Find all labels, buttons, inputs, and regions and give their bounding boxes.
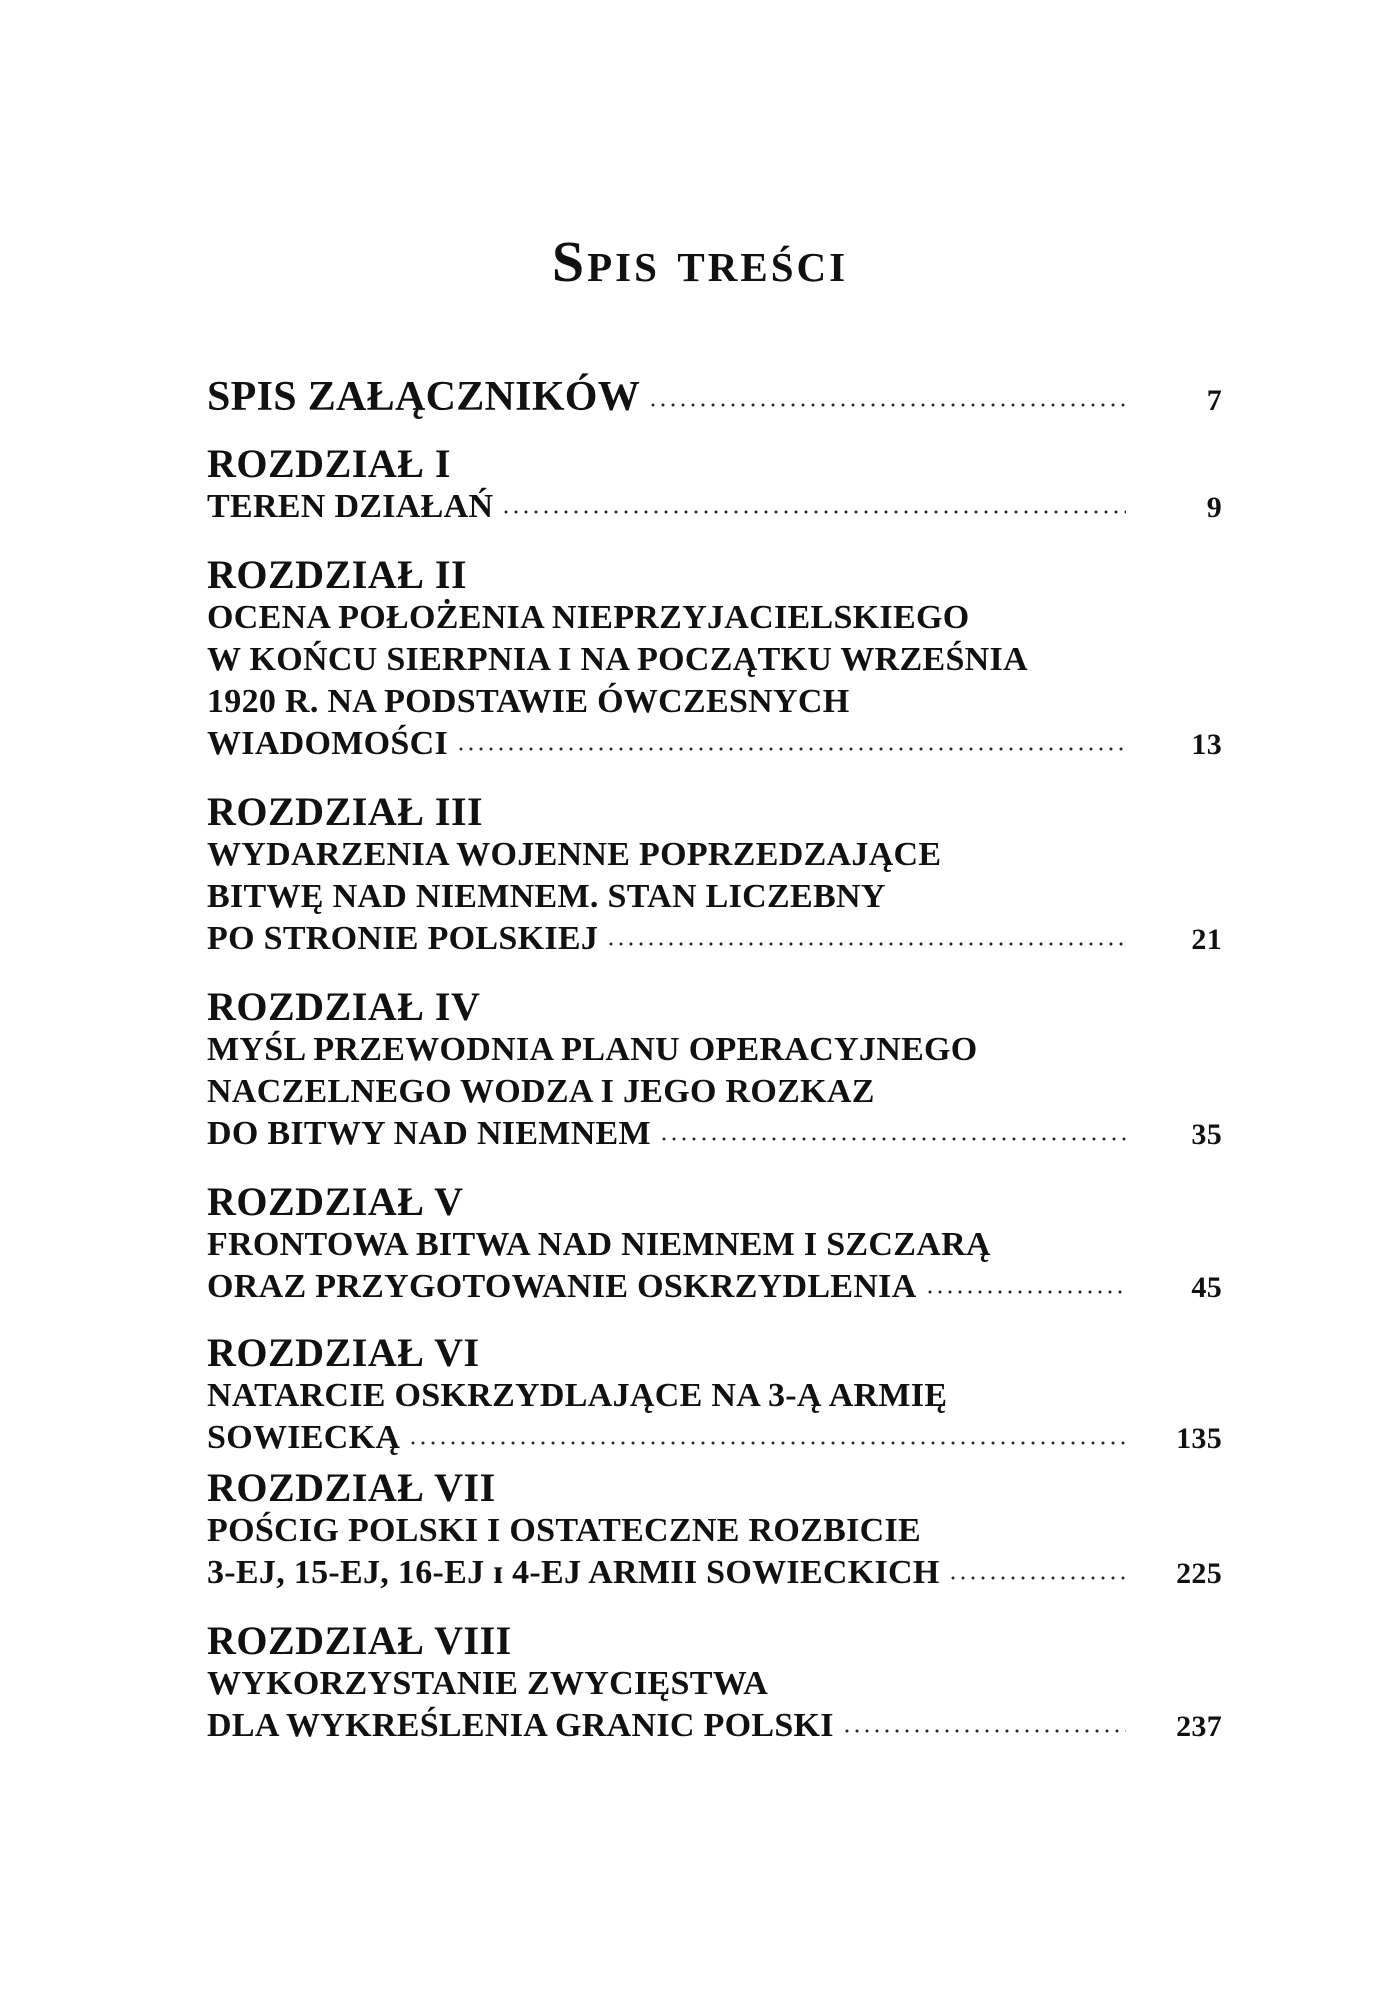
page-title: Spis treści [551, 229, 849, 294]
toc-entry-line: WYKORZYSTANIE ZWYCIĘSTWA [207, 1665, 769, 1702]
chapter-heading: ROZDZIAŁ I [207, 441, 451, 486]
page-number: 237 [1176, 1710, 1222, 1743]
dot-leader [648, 400, 1126, 410]
toc-entry-title: SPIS ZAŁĄCZNIKÓW [207, 374, 641, 420]
toc-entry-title: DLA WYKREŚLENIA GRANIC POLSKI [207, 1707, 834, 1744]
toc-entry-line: WYDARZENIA WOJENNE POPRZEDZAJĄCE [207, 836, 942, 873]
toc-entry-last-line [207, 1417, 1222, 1460]
chapter-heading: ROZDZIAŁ VI [207, 1330, 480, 1375]
chapter-heading: ROZDZIAŁ III [207, 789, 484, 834]
toc-entry-line: BITWĘ NAD NIEMNEM. STAN LICZEBNY [207, 878, 886, 915]
toc-entry-chapter-1[interactable] [207, 442, 1222, 529]
toc-entry-title: WIADOMOŚCI [207, 725, 449, 762]
toc-entry-title: TEREN DZIAŁAŃ [207, 488, 494, 525]
toc-entry-line: NATARCIE OSKRZYDLAJĄCE NA 3-Ą ARMIĘ [207, 1377, 948, 1414]
toc-entry-last-line [207, 723, 1222, 766]
toc-entry-last-line [207, 1705, 1222, 1748]
page-number: 45 [1191, 1271, 1222, 1304]
page-number: 13 [1191, 728, 1222, 761]
dot-leader [925, 1287, 1126, 1297]
toc-entry-chapter-8[interactable] [207, 1619, 1222, 1748]
toc-entry-attachments[interactable] [207, 372, 1222, 426]
chapter-heading: ROZDZIAŁ IV [207, 984, 481, 1029]
toc-entry-last-line [207, 1552, 1222, 1595]
page-number: 21 [1191, 923, 1222, 956]
toc-entry-title: ORAZ PRZYGOTOWANIE OSKRZYDLENIA [207, 1268, 917, 1305]
dot-leader [456, 744, 1126, 754]
toc-entry-line: 1920 R. NA PODSTAWIE ÓWCZESNYCH [207, 683, 850, 720]
chapter-heading: ROZDZIAŁ VII [207, 1465, 496, 1510]
dot-leader [501, 507, 1126, 517]
chapter-heading: ROZDZIAŁ VIII [207, 1618, 512, 1663]
toc-entry-last-line [207, 1266, 1222, 1309]
toc-entry-last-line [207, 1113, 1222, 1156]
toc-entry-chapter-5[interactable] [207, 1180, 1222, 1309]
toc-entry-chapter-6[interactable] [207, 1331, 1222, 1460]
page-number: 225 [1176, 1557, 1222, 1590]
page-number: 9 [1206, 491, 1222, 524]
chapter-heading: ROZDZIAŁ V [207, 1179, 464, 1224]
dot-leader [842, 1726, 1126, 1736]
table-of-contents [207, 372, 1222, 1748]
toc-entry-line: W KOŃCU SIERPNIA I NA POCZĄTKU WRZEŚNIA [207, 641, 1028, 678]
page-number: 7 [1206, 384, 1222, 417]
toc-entry-chapter-7[interactable] [207, 1466, 1222, 1595]
dot-leader [408, 1438, 1126, 1448]
page-number: 135 [1176, 1422, 1222, 1455]
toc-entry-line: POŚCIG POLSKI I OSTATECZNE ROZBICIE [207, 1512, 921, 1549]
dot-leader [659, 1134, 1126, 1144]
toc-entry-last-line [207, 918, 1222, 961]
toc-entry-line: MYŚL PRZEWODNIA PLANU OPERACYJNEGO [207, 1031, 978, 1068]
toc-entry-title: SOWIECKĄ [207, 1419, 401, 1456]
toc-entry-line: FRONTOWA BITWA NAD NIEMNEM I SZCZARĄ [207, 1226, 991, 1263]
dot-leader [606, 939, 1126, 949]
toc-entry-last-line [207, 372, 1222, 426]
toc-entry-chapter-4[interactable] [207, 985, 1222, 1156]
toc-entry-title: PO STRONIE POLSKIEJ [207, 920, 599, 957]
page-number: 35 [1191, 1118, 1222, 1151]
dot-leader [948, 1573, 1126, 1583]
chapter-heading: ROZDZIAŁ II [207, 552, 468, 597]
toc-entry-title: DO BITWY NAD NIEMNEM [207, 1115, 651, 1152]
toc-entry-title: 3-EJ, 15-EJ, 16-EJ ɪ 4-EJ ARMII SOWIECKICH [207, 1554, 940, 1591]
toc-entry-line: NACZELNEGO WODZA I JEGO ROZKAZ [207, 1073, 875, 1110]
toc-entry-last-line [207, 486, 1222, 529]
toc-entry-line: OCENA POŁOŻENIA NIEPRZYJACIELSKIEGO [207, 599, 970, 636]
toc-entry-chapter-3[interactable] [207, 790, 1222, 961]
toc-entry-chapter-2[interactable] [207, 553, 1222, 766]
